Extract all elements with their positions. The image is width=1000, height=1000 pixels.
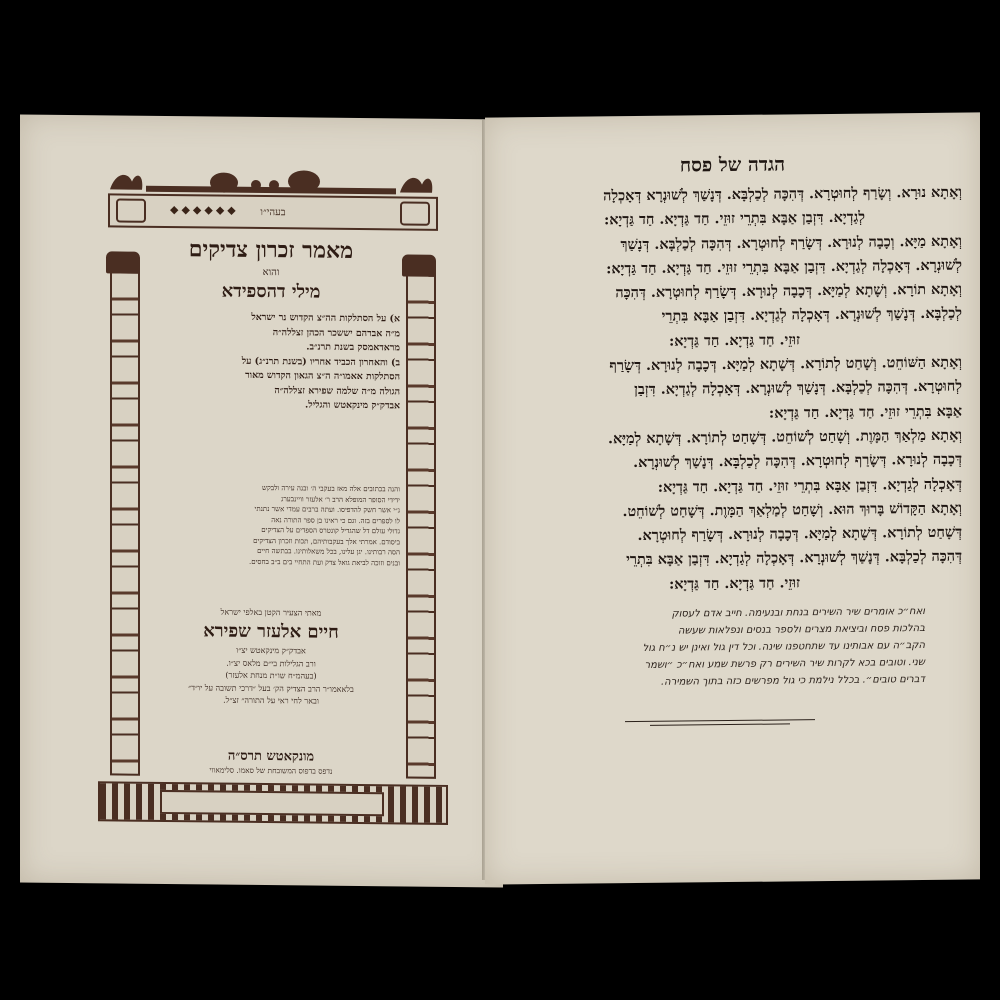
text-line: דְּהִכָּה לְכַלְבָּא. דְּנָשַׁךְ לְשׁוּנְרָא. דְּאָכְלָה לְגַדְיָא. דִּזְבַן אַבָּא בִּתְרֵי bbox=[626, 548, 962, 569]
band-text: בעהי״ו bbox=[260, 206, 286, 218]
right-page-haggadah bbox=[485, 112, 980, 884]
text-line: דְּכָבָה לְנוּרָא. דְּשָׂרַף לְחוּטְרָא. דְּהִכָּה לְכַלְבָּא. דְּנָשַׁךְ לְשׁוּנְרָא. bbox=[633, 450, 962, 472]
note-line: דברים טובים״. בכלל נילמת כי גול מפרשים כזה בתוך השמירה. bbox=[660, 673, 925, 688]
title-page-subtitle: מילי דהספידא bbox=[221, 280, 321, 303]
title-page-connector: והוא bbox=[262, 267, 280, 279]
imprint-printer: נדפס בדפוס המשובחת של סאמו. סלימאווי bbox=[209, 765, 333, 776]
pillar-capital bbox=[402, 254, 436, 276]
title-page-small-text: והנה בכתובים אלה מאז בעקבי ה׳ ובנה עירה ולבקש ידידי הסופר המופלא הרב ר׳ אלעזר וויינבערג נ״י אשר חשק להדפיסו. ועתה ברבים עמדי אשר נתנתי לו לספרים בזה. וגם כי ראינו בן ספר התורה נאה גדולי עולם דל שהגדיל קונטרס הספדים על הצדיקים ביסודם. אמרתי אלך בעקבותיהם, תכות וזכרון הצדיקים הסה רבותינו. יגן עלינו, בכל משאלותינו. בבתשה חיים ובנים וזוכה לביאת גואל צדק ועת התחיי בים ב״ב בחסים. bbox=[248, 484, 400, 567]
text-line: דְּאָכְלָה לְגַדְיָא. דִּזְבַן אַבָּא בִּתְרֵי זוּזֵי. חַד גַּדְיָא. חַד גַּדְיָא: bbox=[657, 475, 962, 496]
text-line: לְשׁוּנְרָא. דְּאָכְלָה לְגַדְיָא. דִּזְבַן אַבָּא בִּתְרֵי זוּזֵי. חַד גַּדְיָא. חַד גַּדְיָא: bbox=[606, 256, 962, 278]
ornamental-band bbox=[108, 193, 438, 230]
note-line: שני. וטובים בכא לקרות שיר השירים רק פרשת שמע ואח״כ ״ושמר bbox=[644, 656, 925, 671]
text-line: וְאָתָא תוֹרָא. וְשָׁתָא לְמַיָּא. דְּכָבָה לְנוּרָא. דְּשָׂרַף לְחוּטְרָא. דְּהִכָּה bbox=[615, 280, 962, 302]
text-line: וְאָתָא מַלְאַךְ הַמָּוֶת. וְשָׁחַט לְשׁוֹחֵט. דְּשָׁחַט לְתוֹרָא. דְּשָׁתָא לְמַיָּא. bbox=[607, 426, 962, 448]
author-preface: מאתי הצעיר הקטן באלפי ישראל bbox=[220, 607, 322, 618]
ring-ornament-icon bbox=[116, 198, 146, 222]
text-line: וְאָתָא הַקָּדוֹשׁ בָּרוּךְ הוּא. וְשָׁחַט לְמַלְאַךְ הַמָּוֶת. דְּשָׁחַט לְשׁוֹחֵט. bbox=[622, 499, 962, 521]
pillar-capital bbox=[106, 251, 140, 273]
text-line: וְאָתָא נוּרָא. וְשָׂרַף לְחוּטְרָא. דְּהִכָּה לְכַלְבָּא. דְּנָשַׁךְ לְשׁוּנְרָא דְּאָכְלָה bbox=[603, 183, 962, 205]
text-line: דְּשָׁחַט לְתוֹרָא. דְּשָׁתָא לְמַיָּא. דְּכָבָה לְנוּרָא. דְּשָׂרַף לְחוּטְרָא. bbox=[637, 523, 962, 545]
frame-base bbox=[98, 781, 448, 825]
text-line: אַבָּא בִּתְרֵי זוּזֵי. חַד גַּדְיָא. חַד גַּדְיָא: bbox=[768, 402, 962, 422]
diamond-row-icon: ◆◆◆◆◆◆ bbox=[170, 203, 239, 217]
text-line: זוּזֵי. חַד גַּדְיָא. חַד גַּדְיָא: bbox=[668, 331, 801, 350]
left-page-title-page bbox=[20, 114, 503, 887]
note-line: בהלכות פסח וביציאת מצרים ולספר בנסים ונפלאות שעשה bbox=[677, 622, 925, 637]
title-page-body: א) על הסתלקות הה״צ הקדוש נר ישראל מ״ה אברהם יששכר הכהן זצללה״ה מראדאמסק בשנת תרנ״ב. ב) והאחרון הכביד אחריו (בשנת תרנ״ג) על הסתלקות אאמו״ה ה״צ הגאון הקדוש מאור הגולה מ״ה שלמה שפירא זצללה״ה אבדק״ק מינקאטש והגליל. bbox=[241, 311, 400, 412]
closing-rule bbox=[625, 719, 815, 722]
author-name: חיים אלעזר שפירא bbox=[203, 620, 339, 643]
running-head: הגדה של פסח bbox=[679, 153, 786, 177]
chad-gadya-text bbox=[507, 181, 962, 599]
text-line: זוּזֵי. חַד גַּדְיָא. חַד גַּדְיָא: bbox=[668, 574, 801, 593]
text-line: לְחוּטְרָא. דְּהִכָּה לְכַלְבָּא. דְּנָשַׁךְ לְשׁוּנְרָא. דְּאָכְלָה לְגַדְיָא. דִּזְבַן bbox=[634, 377, 962, 399]
closing-rule bbox=[650, 723, 790, 725]
ring-ornament-icon bbox=[400, 201, 430, 225]
right-pillar bbox=[406, 275, 436, 779]
author-titles: אבדק״ק מינקאטש יצ״ו ורב הגלילות בי״ם מלאס יצ״ו. (בעהמ״ח שו״ת מנחת אלעזר) בלאאמו״ר הרב הצדיק הק׳ בעל ״דרכי תשובה על יו״ד״ ובאר לחי ראי על התורה״ זצ״ל. bbox=[188, 645, 354, 706]
crown-ornament-icon bbox=[106, 151, 436, 196]
text-line: וְאָתָא הַשּׁוֹחֵט. וְשָׁחַט לְתוֹרָא. דְּשָׁתָא לְמַיָּא. דְּכָבָה לְנוּרָא. דְּשָׂרַף bbox=[609, 353, 962, 375]
left-pillar bbox=[110, 271, 140, 775]
text-line: לְגַדְיָא. דִּזְבַן אַבָּא בִּתְרֵי זוּזֵי. חַד גַּדְיָא. חַד גַּדְיָא: bbox=[603, 208, 866, 229]
text-line: לְכַלְבָּא. דְּנָשַׁךְ לְשׁוּנְרָא. דְּאָכְלָה לְגַדְיָא. דִּזְבַן אַבָּא בִּתְרֵי bbox=[661, 305, 962, 326]
title-page-frame bbox=[106, 151, 436, 809]
closing-note bbox=[540, 603, 925, 692]
imprint-city: מונקאטש תרס״ה bbox=[227, 748, 315, 765]
title-page-heading: מאמר זכרון צדיקים bbox=[188, 236, 354, 264]
note-line: ואח״כ אומרים שיר השירים בנחת ובנעימה. חייב אדם לעסוק bbox=[671, 605, 925, 620]
text-line: וְאָתָא מַיָּא. וְכָבָה לְנוּרָא. דְּשָׂרַף לְחוּטְרָא. דְּהִכָּה לְכַלְבָּא. דְּנָשַׁךְ bbox=[620, 232, 962, 253]
note-line: הקב״ה עם אבותינו עד שתחטפנו שינה. וכל דין גול ואינן יש נ״ח גול bbox=[642, 639, 925, 654]
